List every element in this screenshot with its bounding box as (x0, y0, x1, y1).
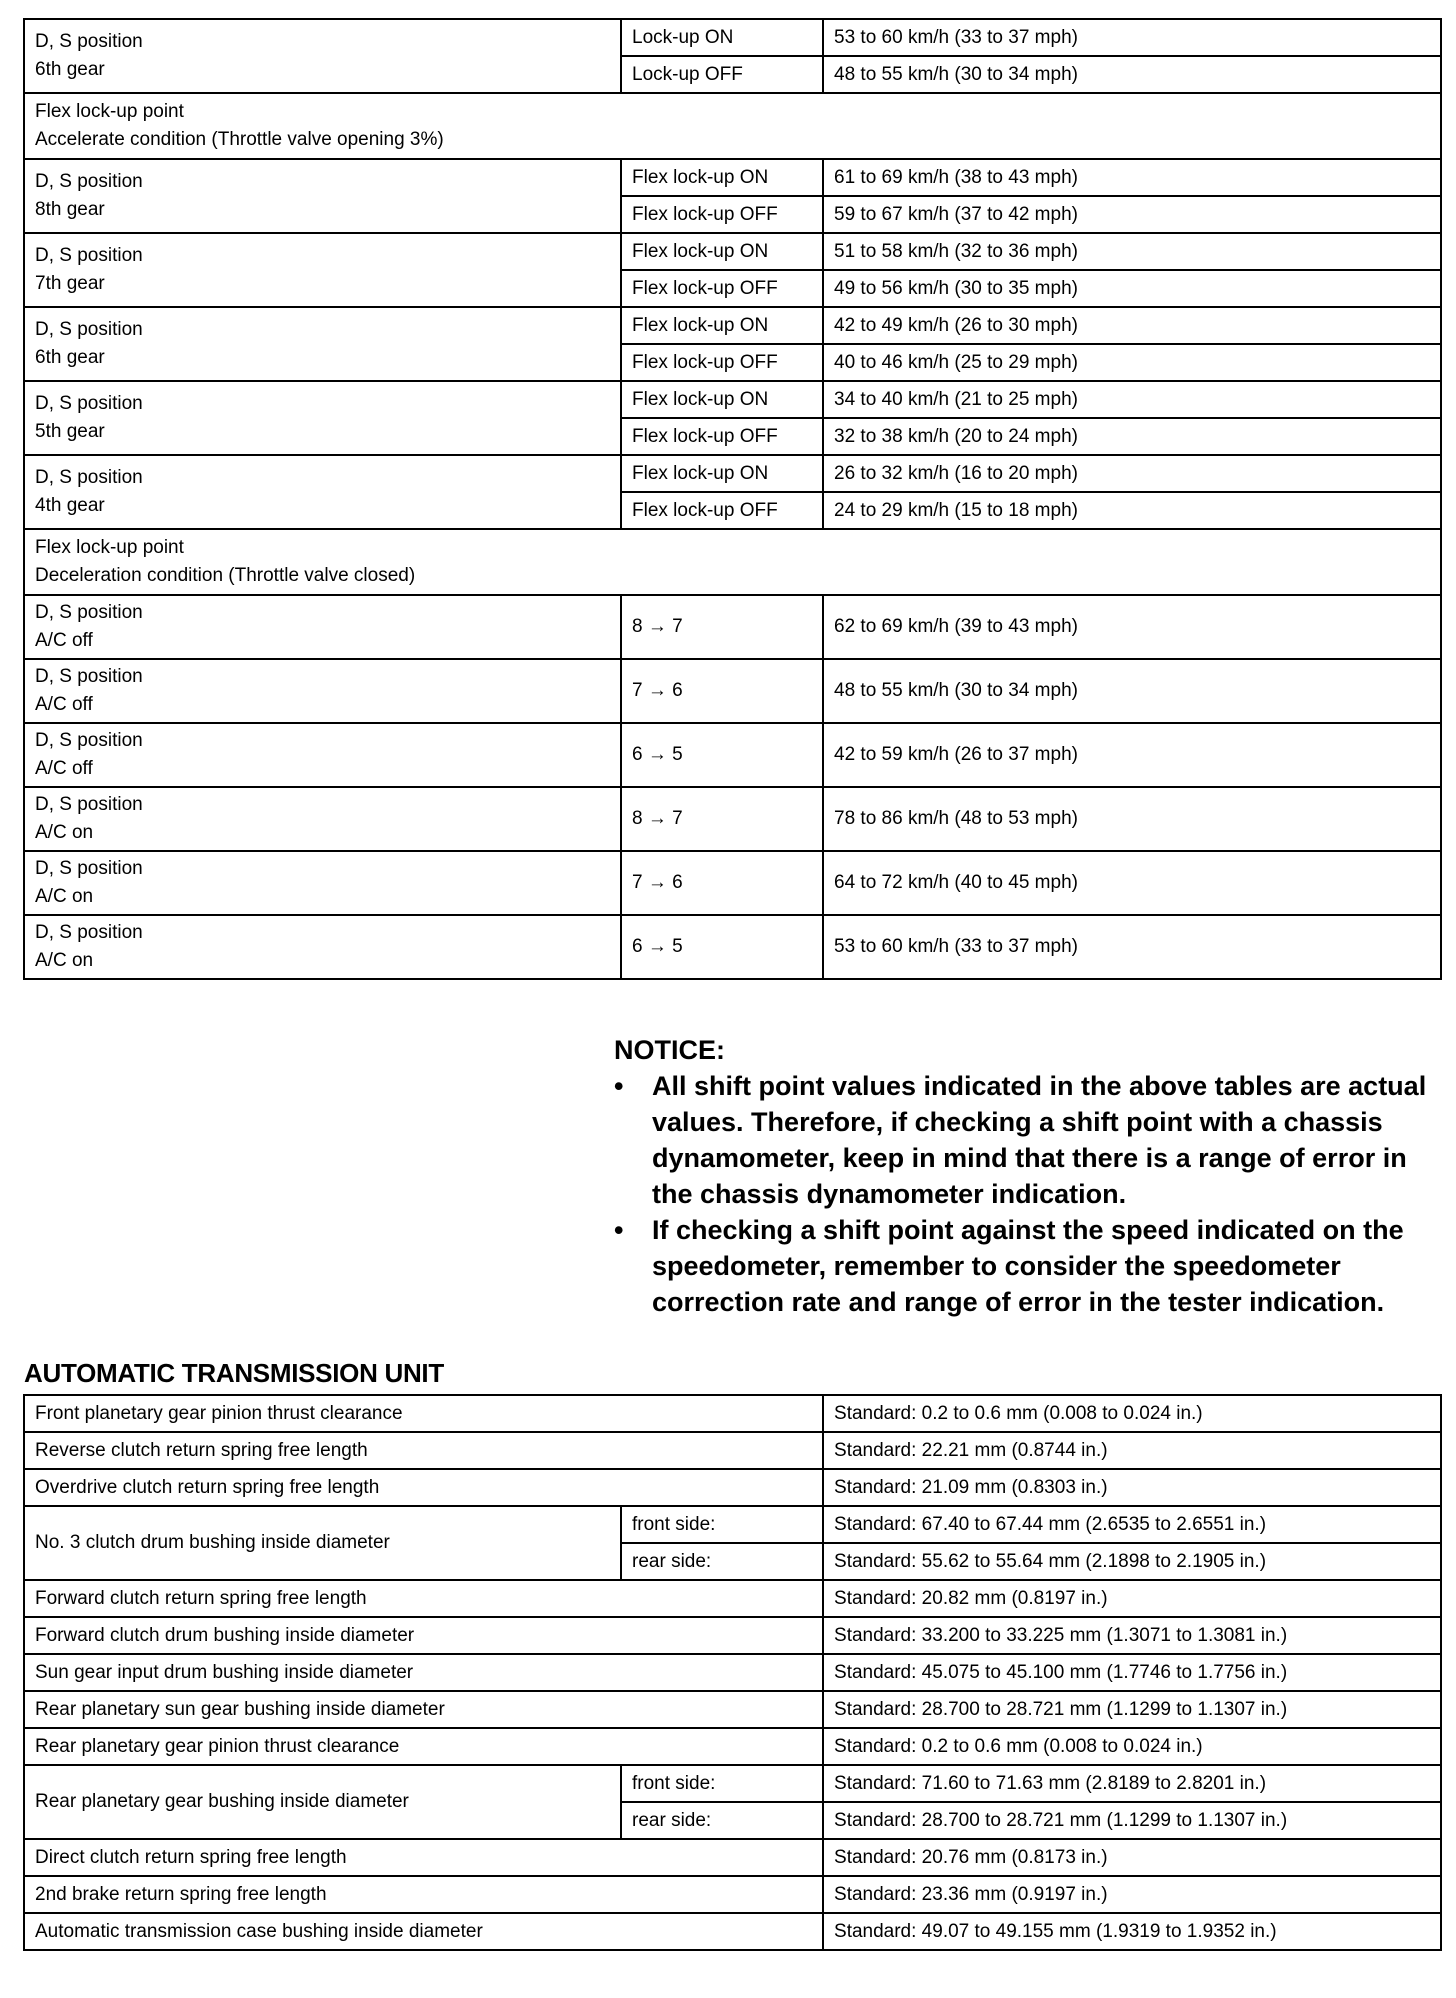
speed-value: 24 to 29 km/h (15 to 18 mph) (823, 492, 1441, 529)
condition-cell: Flex lock-up ON (621, 455, 823, 492)
table-row (24, 1580, 1441, 1617)
side-cell: rear side: (621, 1543, 823, 1580)
table-row (24, 381, 1441, 418)
item-label: Rear planetary gear pinion thrust clearance (24, 1728, 823, 1765)
item-label: Forward clutch drum bushing inside diameter (24, 1617, 823, 1654)
section-header-cell: Flex lock-up point Deceleration condition (Throttle valve closed) (24, 529, 1441, 595)
table-row (24, 1506, 1441, 1543)
position-label: D, S position A/C off (24, 723, 621, 787)
position-label: D, S position A/C on (24, 851, 621, 915)
shift-cell: 8 → 7 (621, 595, 823, 659)
side-cell: front side: (621, 1506, 823, 1543)
table-row (24, 1691, 1441, 1728)
standard-value: Standard: 0.2 to 0.6 mm (0.008 to 0.024 in.) (823, 1728, 1441, 1765)
item-label: 2nd brake return spring free length (24, 1876, 823, 1913)
table-row (24, 19, 1441, 56)
standard-value: Standard: 33.200 to 33.225 mm (1.3071 to 1.3081 in.) (823, 1617, 1441, 1654)
item-label: Rear planetary sun gear bushing inside diameter (24, 1691, 823, 1728)
table-row (24, 595, 1441, 659)
condition-cell: Lock-up ON (621, 19, 823, 56)
table-row (24, 233, 1441, 270)
standard-value: Standard: 0.2 to 0.6 mm (0.008 to 0.024 in.) (823, 1395, 1441, 1432)
position-label: D, S position 7th gear (24, 233, 621, 307)
table-row (24, 93, 1441, 159)
table-row (24, 1728, 1441, 1765)
table-row (24, 851, 1441, 915)
speed-value: 40 to 46 km/h (25 to 29 mph) (823, 344, 1441, 381)
speed-value: 48 to 55 km/h (30 to 34 mph) (823, 659, 1441, 723)
condition-cell: Lock-up OFF (621, 56, 823, 93)
shift-cell: 6 → 5 (621, 723, 823, 787)
speed-value: 34 to 40 km/h (21 to 25 mph) (823, 381, 1441, 418)
table-row (24, 1765, 1441, 1802)
item-label: Overdrive clutch return spring free length (24, 1469, 823, 1506)
shift-point-table (23, 18, 1442, 980)
speed-value: 32 to 38 km/h (20 to 24 mph) (823, 418, 1441, 455)
speed-value: 26 to 32 km/h (16 to 20 mph) (823, 455, 1441, 492)
table-row (24, 1839, 1441, 1876)
item-label: No. 3 clutch drum bushing inside diameter (24, 1506, 621, 1580)
speed-value: 61 to 69 km/h (38 to 43 mph) (823, 159, 1441, 196)
side-cell: rear side: (621, 1802, 823, 1839)
speed-value: 42 to 49 km/h (26 to 30 mph) (823, 307, 1441, 344)
speed-value: 42 to 59 km/h (26 to 37 mph) (823, 723, 1441, 787)
condition-cell: Flex lock-up OFF (621, 418, 823, 455)
table-row (24, 1469, 1441, 1506)
condition-cell: Flex lock-up ON (621, 307, 823, 344)
table-row (24, 915, 1441, 979)
standard-value: Standard: 45.075 to 45.100 mm (1.7746 to 1.7756 in.) (823, 1654, 1441, 1691)
item-label: Front planetary gear pinion thrust clearance (24, 1395, 823, 1432)
standard-value: Standard: 28.700 to 28.721 mm (1.1299 to 1.1307 in.) (823, 1691, 1441, 1728)
standard-value: Standard: 67.40 to 67.44 mm (2.6535 to 2.6551 in.) (823, 1506, 1441, 1543)
notice-title: NOTICE: (614, 1035, 725, 1065)
standard-value: Standard: 21.09 mm (0.8303 in.) (823, 1469, 1441, 1506)
speed-value: 51 to 58 km/h (32 to 36 mph) (823, 233, 1441, 270)
condition-cell: Flex lock-up OFF (621, 492, 823, 529)
notice-item: • If checking a shift point against the speed indicated on the speedometer, remember to consider the speedometer correction rate and range of error in the tester indication. (614, 1212, 1444, 1320)
table-row (24, 1617, 1441, 1654)
item-label: Forward clutch return spring free length (24, 1580, 823, 1617)
position-label: D, S position 5th gear (24, 381, 621, 455)
item-label: Direct clutch return spring free length (24, 1839, 823, 1876)
table-row (24, 1395, 1441, 1432)
speed-value: 48 to 55 km/h (30 to 34 mph) (823, 56, 1441, 93)
standard-value: Standard: 71.60 to 71.63 mm (2.8189 to 2.8201 in.) (823, 1765, 1441, 1802)
section-header-cell: Flex lock-up point Accelerate condition (Throttle valve opening 3%) (24, 93, 1441, 159)
table-row (24, 307, 1441, 344)
speed-value: 53 to 60 km/h (33 to 37 mph) (823, 915, 1441, 979)
bullet-icon: • (614, 1215, 624, 1245)
table-row (24, 723, 1441, 787)
position-label: D, S position 6th gear (24, 19, 621, 93)
standard-value: Standard: 28.700 to 28.721 mm (1.1299 to 1.1307 in.) (823, 1802, 1441, 1839)
standard-value: Standard: 49.07 to 49.155 mm (1.9319 to 1.9352 in.) (823, 1913, 1441, 1950)
condition-cell: Flex lock-up ON (621, 381, 823, 418)
table-row (24, 455, 1441, 492)
shift-cell: 7 → 6 (621, 659, 823, 723)
position-label: D, S position A/C off (24, 659, 621, 723)
at-unit-table (23, 1394, 1442, 1951)
item-label: Automatic transmission case bushing inside diameter (24, 1913, 823, 1950)
condition-cell: Flex lock-up OFF (621, 196, 823, 233)
condition-cell: Flex lock-up ON (621, 233, 823, 270)
notice-item: • All shift point values indicated in the above tables are actual values. Therefore, if checking a shift point with a chassis dynamometer, keep in mind that there is a range of error in the chassis dynamometer indication. (614, 1068, 1444, 1212)
condition-cell: Flex lock-up OFF (621, 344, 823, 381)
standard-value: Standard: 55.62 to 55.64 mm (2.1898 to 2.1905 in.) (823, 1543, 1441, 1580)
shift-cell: 6 → 5 (621, 915, 823, 979)
table-row (24, 787, 1441, 851)
item-label: Rear planetary gear bushing inside diameter (24, 1765, 621, 1839)
standard-value: Standard: 20.82 mm (0.8197 in.) (823, 1580, 1441, 1617)
speed-value: 59 to 67 km/h (37 to 42 mph) (823, 196, 1441, 233)
standard-value: Standard: 22.21 mm (0.8744 in.) (823, 1432, 1441, 1469)
table-row (24, 1913, 1441, 1950)
speed-value: 53 to 60 km/h (33 to 37 mph) (823, 19, 1441, 56)
side-cell: front side: (621, 1765, 823, 1802)
condition-cell: Flex lock-up ON (621, 159, 823, 196)
position-label: D, S position A/C on (24, 787, 621, 851)
table-row (24, 1654, 1441, 1691)
table-row (24, 159, 1441, 196)
speed-value: 64 to 72 km/h (40 to 45 mph) (823, 851, 1441, 915)
position-label: D, S position 4th gear (24, 455, 621, 529)
speed-value: 49 to 56 km/h (30 to 35 mph) (823, 270, 1441, 307)
bullet-icon: • (614, 1071, 624, 1101)
speed-value: 78 to 86 km/h (48 to 53 mph) (823, 787, 1441, 851)
table-row (24, 1432, 1441, 1469)
position-label: D, S position 6th gear (24, 307, 621, 381)
standard-value: Standard: 23.36 mm (0.9197 in.) (823, 1876, 1441, 1913)
condition-cell: Flex lock-up OFF (621, 270, 823, 307)
position-label: D, S position A/C off (24, 595, 621, 659)
item-label: Sun gear input drum bushing inside diameter (24, 1654, 823, 1691)
notice-box (614, 1032, 1444, 1320)
item-label: Reverse clutch return spring free length (24, 1432, 823, 1469)
position-label: D, S position A/C on (24, 915, 621, 979)
table-row (24, 1876, 1441, 1913)
section-heading: AUTOMATIC TRANSMISSION UNIT (24, 1358, 444, 1388)
shift-cell: 7 → 6 (621, 851, 823, 915)
speed-value: 62 to 69 km/h (39 to 43 mph) (823, 595, 1441, 659)
shift-cell: 8 → 7 (621, 787, 823, 851)
position-label: D, S position 8th gear (24, 159, 621, 233)
table-row (24, 659, 1441, 723)
table-row (24, 529, 1441, 595)
standard-value: Standard: 20.76 mm (0.8173 in.) (823, 1839, 1441, 1876)
